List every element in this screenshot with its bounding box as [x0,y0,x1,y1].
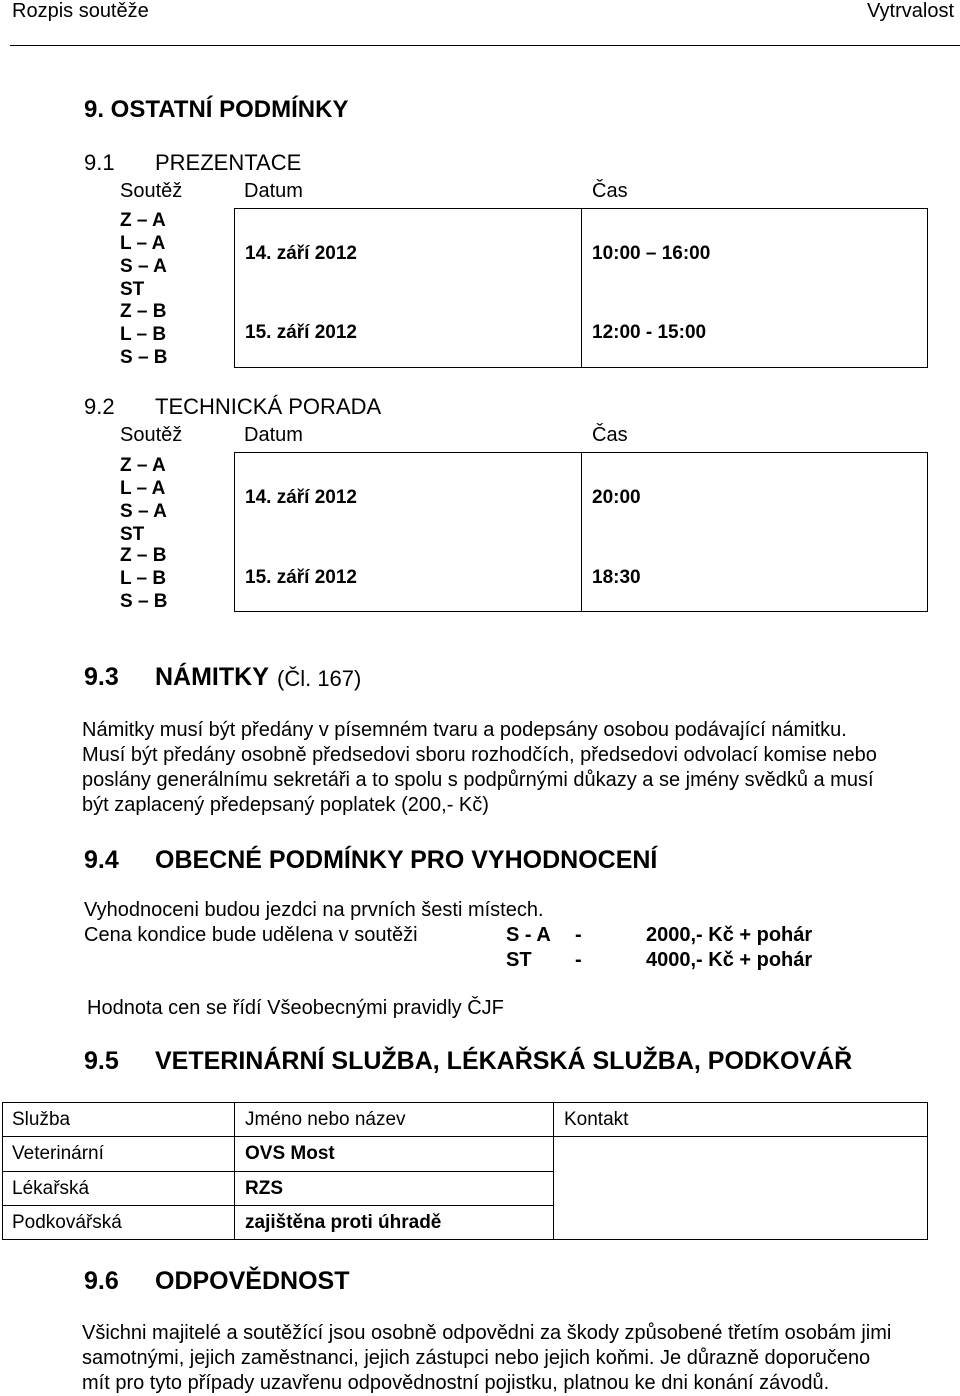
s91-col-datum: Datum [244,180,303,202]
s93-number: 9.3 [84,663,119,691]
s92-date-a: 14. září 2012 [245,487,357,508]
table-divider [2,1205,554,1206]
services-col-name: Jméno nebo název [245,1109,406,1130]
class-label: S – B [120,591,168,612]
s96-number: 9.6 [84,1267,119,1295]
s92-col-datum: Datum [244,424,303,446]
s91-col-soutez: Soutěž [120,180,183,202]
paragraph-line: mít pro tyto případy uzavřenu odpovědnostní pojistku, platnou ke dni konání závodů. [82,1372,830,1394]
table-divider [581,452,582,612]
s92-title: TECHNICKÁ PORADA [155,394,382,419]
prize-class: ST [506,949,532,971]
s92-time-b: 18:30 [592,567,641,588]
paragraph-line: poslány generálnímu sekretáři a to spolu s podpůrnými důkazy a se jmény svědků a musí [82,769,874,791]
s92-time-a: 20:00 [592,487,641,508]
s91-time-a: 10:00 – 16:00 [592,243,711,264]
s94-footer: Hodnota cen se řídí Všeobecnými pravidly ČJF [87,997,504,1019]
s95-number: 9.5 [84,1047,119,1075]
s91-date-b: 15. září 2012 [245,322,357,343]
prize-value: 4000,- Kč + pohár [646,949,813,971]
section-title: 9. OSTATNÍ PODMÍNKY [84,96,349,123]
class-label: Z – A [120,210,166,231]
class-label: S – B [120,347,168,368]
s91-date-a: 14. září 2012 [245,243,357,264]
s94-number: 9.4 [84,846,119,874]
prize-value: 2000,- Kč + pohár [646,924,813,946]
s92-date-b: 15. září 2012 [245,567,357,588]
s93-ref: (Čl. 167) [277,666,362,691]
s94-line1: Vyhodnoceni budou jezdci na prvních šesti místech. [84,899,544,921]
service-provider: OVS Most [245,1143,335,1164]
class-label: ST [120,279,145,300]
class-label: Z – B [120,301,167,322]
class-label: L – A [120,478,166,499]
class-label: L – B [120,568,167,589]
paragraph-line: Všichni majitelé a soutěžící jsou osobně odpovědni za škody způsobené třetím osobám jimi [82,1322,892,1344]
class-label: L – A [120,233,166,254]
s91-title: PREZENTACE [155,150,302,175]
services-col-contact: Kontakt [564,1109,629,1130]
s93-text [82,718,877,818]
s93-title: NÁMITKY [155,663,269,691]
s92-group-b [120,544,168,613]
class-label: Z – B [120,545,167,566]
s92-group-a [120,454,167,546]
table-divider [581,208,582,368]
s91-col-cas: Čas [592,180,628,202]
header-divider [10,45,960,46]
service-type: Lékařská [12,1178,90,1199]
service-provider: zajištěna proti úhradě [245,1212,442,1233]
table-divider [2,1136,928,1137]
s92-col-cas: Čas [592,424,628,446]
class-label: ST [120,524,145,545]
s92-number: 9.2 [84,394,115,419]
prize-dash: - [575,949,582,971]
service-provider: RZS [245,1178,283,1199]
table-divider [2,1171,554,1172]
s92-col-soutez: Soutěž [120,424,183,446]
class-label: Z – A [120,455,166,476]
s96-title: ODPOVĚDNOST [155,1267,350,1295]
s91-group-b [120,300,168,369]
paragraph-line: být zaplacený předepsaný poplatek (200,- Kč) [82,794,489,816]
s91-time-b: 12:00 - 15:00 [592,322,707,343]
s91-number: 9.1 [84,150,115,175]
service-type: Podkovářská [12,1212,122,1233]
s94-title: OBECNÉ PODMÍNKY PRO VYHODNOCENÍ [155,846,658,874]
s94-line2: Cena kondice bude udělena v soutěži [84,924,418,946]
services-col-service: Služba [12,1109,71,1130]
prize-class: S - A [506,924,551,946]
header-right: Vytrvalost [866,0,954,22]
s96-text [82,1321,891,1396]
header-left: Rozpis soutěže [12,0,149,22]
paragraph-line: Musí být předány osobně předsedovi sboru rozhodčích, předsedovi odvolací komise nebo [82,744,877,766]
class-label: S – A [120,256,167,277]
prize-dash: - [575,924,582,946]
paragraph-line: samotnými, jejich zaměstnanci, jejich zástupci nebo jejich koňmi. Je důrazně doporučeno [82,1347,871,1369]
class-label: S – A [120,501,167,522]
class-label: L – B [120,324,167,345]
paragraph-line: Námitky musí být předány v písemném tvaru a podepsány osobou podávající námitku. [82,719,847,741]
s91-group-a [120,209,167,301]
service-type: Veterinární [12,1143,104,1164]
s95-title: VETERINÁRNÍ SLUŽBA, LÉKAŘSKÁ SLUŽBA, PODKOVÁŘ [155,1047,853,1075]
